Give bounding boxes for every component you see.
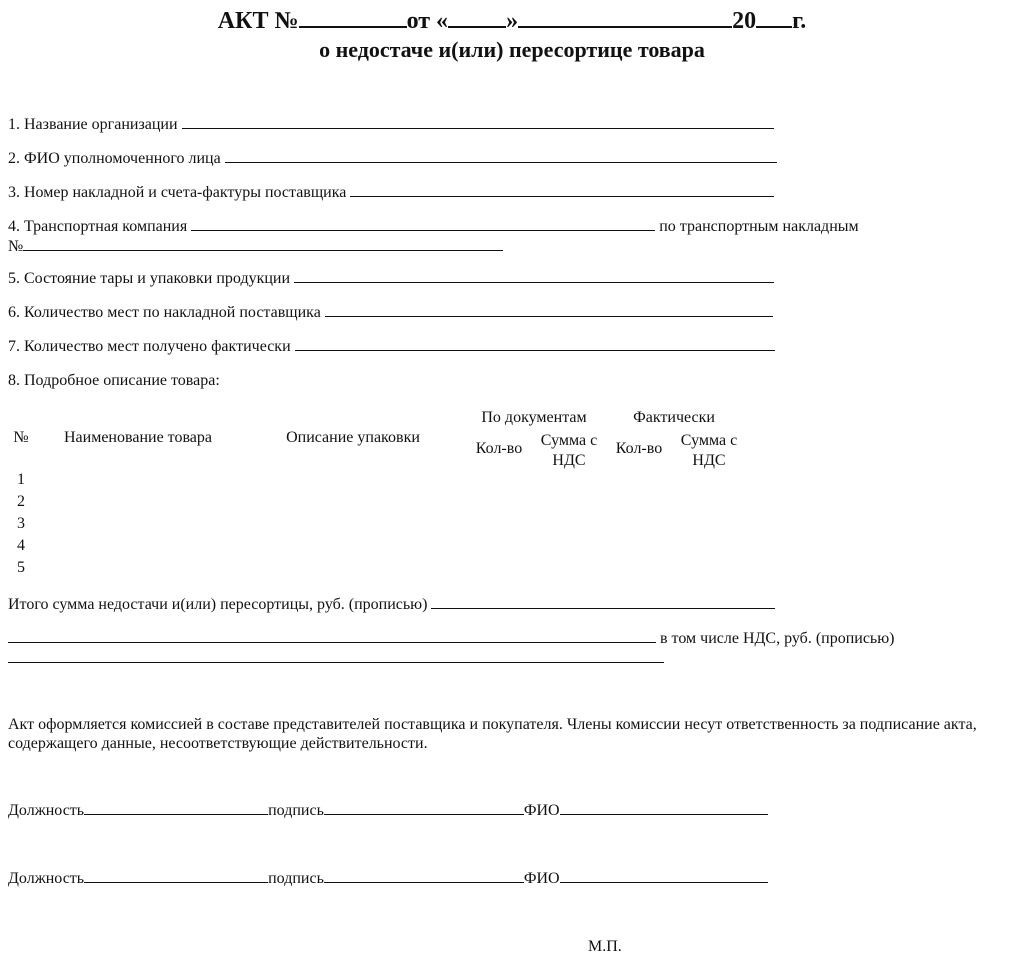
- position-blank[interactable]: [84, 813, 268, 815]
- total-shortage: [8, 595, 775, 615]
- sign-label: подпись: [268, 802, 324, 819]
- fio-blank[interactable]: [560, 881, 768, 883]
- total-vat: [8, 629, 895, 649]
- fio-label: ФИО: [523, 870, 560, 887]
- field-invoice-number: [8, 183, 774, 203]
- sign-label: подпись: [268, 870, 324, 887]
- act-number-label: АКТ №: [217, 8, 299, 34]
- sign-blank[interactable]: [324, 881, 524, 883]
- table-header-docs-sum: [534, 431, 604, 471]
- field-transport-number: [8, 237, 503, 257]
- field-transport-company: [8, 217, 859, 237]
- signature-row: [8, 801, 768, 821]
- act-date-label: от «: [406, 8, 449, 34]
- field-packaging-state: [8, 269, 774, 289]
- position-label: Должность: [8, 870, 85, 887]
- field-blank[interactable]: [182, 127, 774, 129]
- total-blank[interactable]: [431, 607, 775, 609]
- field-goods-description: [8, 371, 220, 391]
- total-vat-continuation: [8, 649, 664, 669]
- field-blank[interactable]: [191, 229, 655, 231]
- field-blank[interactable]: [325, 315, 773, 317]
- position-blank[interactable]: [84, 881, 268, 883]
- field-label: №: [8, 238, 24, 255]
- total-continuation-blank[interactable]: [8, 641, 656, 643]
- act-month-blank[interactable]: [518, 25, 732, 28]
- vat-blank[interactable]: [8, 661, 664, 663]
- field-authorized-person: [8, 149, 777, 169]
- table-row: 4: [17, 537, 25, 554]
- table-row: 1: [17, 471, 25, 488]
- table-header-docs-qty: Кол-во: [475, 440, 523, 457]
- field-blank[interactable]: [225, 161, 777, 163]
- table-header-name: Наименование товара: [63, 429, 212, 446]
- fio-blank[interactable]: [560, 813, 768, 815]
- table-row: 5: [17, 559, 25, 576]
- table-header-actual: Фактически: [633, 409, 715, 426]
- field-suffix: по транспортным накладным: [659, 218, 859, 235]
- position-label: Должность: [8, 802, 85, 819]
- field-label: 8. Подробное описание товара:: [8, 372, 220, 389]
- field-label: 5. Состояние тары и упаковки продукции: [8, 270, 291, 287]
- act-day-blank[interactable]: [448, 25, 506, 28]
- act-title: [0, 6, 1024, 36]
- signature-row: [8, 869, 768, 889]
- table-header-by-documents: По документам: [481, 409, 587, 426]
- act-number-blank[interactable]: [299, 25, 407, 28]
- field-label: 2. ФИО уполномоченного лица: [8, 150, 221, 167]
- table-header-fact-qty: Кол-во: [615, 440, 663, 457]
- field-places-actual: [8, 337, 775, 357]
- sum-line-1: Сумма с: [680, 432, 738, 449]
- act-subtitle: о недостаче и(или) пересортице товара: [319, 37, 705, 62]
- act-date-quote: »: [506, 8, 519, 34]
- field-label: 4. Транспортная компания: [8, 218, 188, 235]
- field-blank[interactable]: [295, 349, 775, 351]
- act-year-label: 20: [732, 8, 757, 34]
- sum-line-2: НДС: [692, 452, 726, 469]
- field-label: 1. Название организации: [8, 116, 178, 133]
- table-row: 3: [17, 515, 25, 532]
- field-places-invoice: [8, 303, 773, 323]
- table-header-no: №: [13, 429, 29, 446]
- field-organization: [8, 115, 774, 135]
- commission-note: Акт оформляется комиссией в составе представителей поставщика и покупателя. Члены комиссии несут ответственность за подписание акта, содержащего данные, несоответствующие действительности.: [8, 716, 977, 752]
- act-year-suffix: г.: [792, 8, 807, 34]
- field-blank[interactable]: [350, 195, 774, 197]
- total-label: Итого сумма недостачи и(или) пересортицы, руб. (прописью): [8, 596, 428, 613]
- field-blank[interactable]: [294, 281, 774, 283]
- table-header-packaging: Описание упаковки: [286, 429, 420, 446]
- field-label: 6. Количество мест по накладной поставщика: [8, 304, 321, 321]
- field-label: 7. Количество мест получено фактически: [8, 338, 291, 355]
- stamp-place: М.П.: [588, 938, 622, 955]
- sum-line-2: НДС: [552, 452, 586, 469]
- field-blank[interactable]: [23, 249, 503, 251]
- sum-line-1: Сумма с: [540, 432, 598, 449]
- fio-label: ФИО: [523, 802, 560, 819]
- vat-label: в том числе НДС, руб. (прописью): [660, 630, 895, 647]
- act-year-blank[interactable]: [756, 25, 792, 28]
- sign-blank[interactable]: [324, 813, 524, 815]
- field-label: 3. Номер накладной и счета-фактуры поставщика: [8, 184, 347, 201]
- table-row: 2: [17, 493, 25, 510]
- table-header-fact-sum: [674, 431, 744, 471]
